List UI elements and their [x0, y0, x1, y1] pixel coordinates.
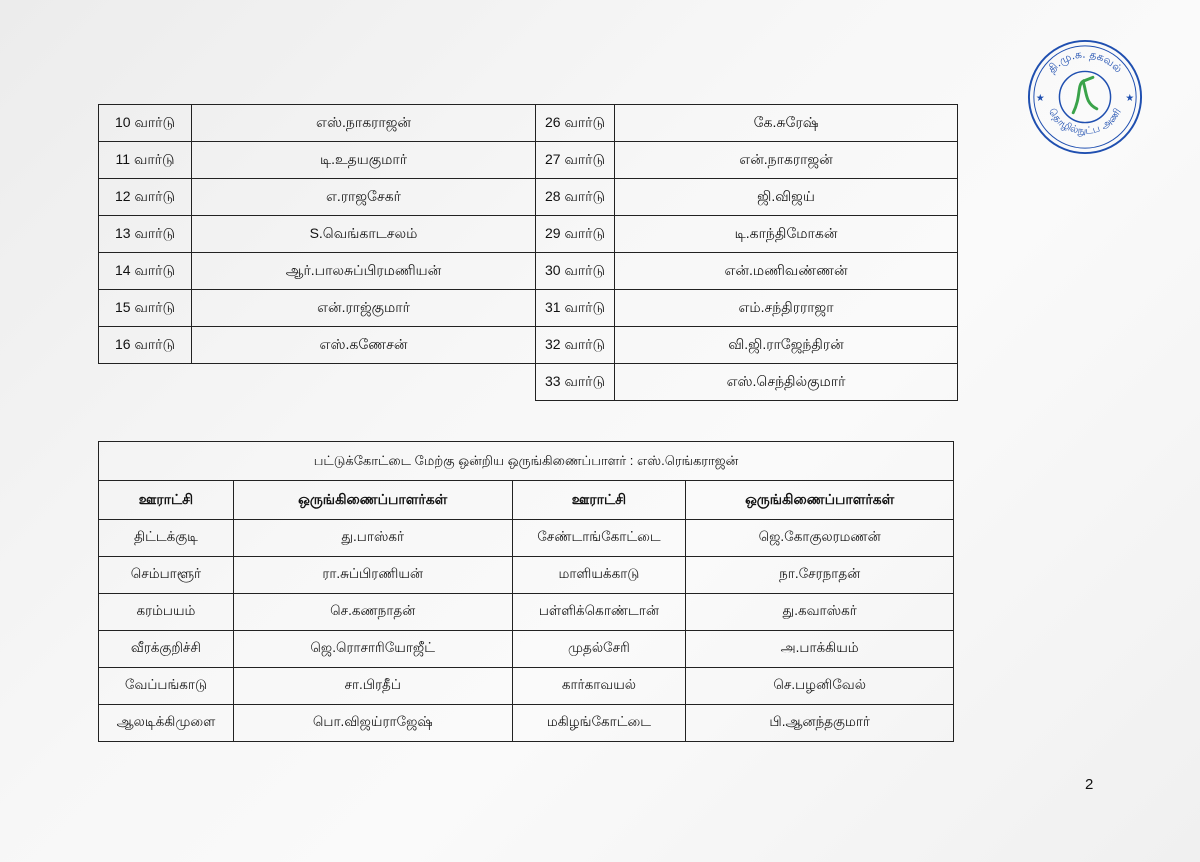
ward-number: 33 வார்டு [536, 364, 615, 401]
ward-member-name: எஸ்.கணேசன் [192, 327, 536, 364]
ward-number: 30 வார்டு [536, 253, 615, 290]
table-row [536, 105, 958, 142]
ward-member-name: கே.சுரேஷ் [615, 105, 958, 142]
ward-member-name: எஸ்.செந்தில்குமார் [615, 364, 958, 401]
ward-number: 29 வார்டு [536, 216, 615, 253]
table-row [99, 179, 536, 216]
header-panchayat-1: ஊராட்சி [99, 481, 234, 520]
ward-number: 31 வார்டு [536, 290, 615, 327]
ward-table-left [98, 104, 536, 364]
ward-number: 26 வார்டு [536, 105, 615, 142]
ward-number: 12 வார்டு [99, 179, 192, 216]
ward-member-name: வி.ஜி.ராஜேந்திரன் [615, 327, 958, 364]
panchayat-name: ஆலடிக்கிமுளை [99, 705, 234, 742]
coordinator-name: சா.பிரதீப் [233, 668, 512, 705]
table-row [536, 216, 958, 253]
ward-number: 10 வார்டு [99, 105, 192, 142]
table-row [536, 179, 958, 216]
table-row [99, 290, 536, 327]
coordinators-caption: பட்டுக்கோட்டை மேற்கு ஒன்றிய ஒருங்கிணைப்பாளர் : எஸ்.ரெங்கராஜன் [99, 442, 954, 481]
svg-text:★: ★ [1035, 92, 1045, 104]
ward-number: 32 வார்டு [536, 327, 615, 364]
table-row [99, 705, 954, 742]
table-row [536, 253, 958, 290]
panchayat-name: கரம்பயம் [99, 594, 234, 631]
table-row [99, 520, 954, 557]
ward-member-name: என்.நாகராஜன் [615, 142, 958, 179]
table-row [536, 290, 958, 327]
svg-text:★: ★ [1125, 92, 1135, 104]
ward-number: 13 வார்டு [99, 216, 192, 253]
table-row [99, 557, 954, 594]
table-row [536, 364, 958, 401]
svg-text:தி.மு.க. தகவல்: தி.மு.க. தகவல் [1045, 47, 1125, 76]
panchayat-name: மாளியக்காடு [512, 557, 686, 594]
svg-text:தொழில்நுட்ப அணி: தொழில்நுட்ப அணி [1045, 106, 1124, 138]
table-row [99, 668, 954, 705]
coordinator-name: செ.பழனிவேல் [686, 668, 954, 705]
panchayat-name: பள்ளிக்கொண்டான் [512, 594, 686, 631]
table-row [99, 253, 536, 290]
coordinator-name: து.பாஸ்கர் [233, 520, 512, 557]
ward-member-name: ஆர்.பாலசுப்பிரமணியன் [192, 253, 536, 290]
coordinator-name: ஜெ.ரொசாரியோஜீட் [233, 631, 512, 668]
table-row [536, 142, 958, 179]
coordinator-name: ஜெ.கோகுலரமணன் [686, 520, 954, 557]
ward-member-name: எ.ராஜசேகர் [192, 179, 536, 216]
ward-table-right [535, 104, 958, 401]
header-coordinators-2: ஒருங்கிணைப்பாளர்கள் [686, 481, 954, 520]
coordinators-table [98, 441, 954, 742]
ward-member-name: டி.உதயகுமார் [192, 142, 536, 179]
panchayat-name: வீரக்குறிச்சி [99, 631, 234, 668]
ward-number: 14 வார்டு [99, 253, 192, 290]
table-row [99, 142, 536, 179]
ward-number: 27 வார்டு [536, 142, 615, 179]
ward-number: 28 வார்டு [536, 179, 615, 216]
ward-member-name: S.வெங்காடசலம் [192, 216, 536, 253]
header-panchayat-2: ஊராட்சி [512, 481, 686, 520]
panchayat-name: சேண்டாங்கோட்டை [512, 520, 686, 557]
ward-member-name: ஜி.விஜய் [615, 179, 958, 216]
panchayat-name: கார்காவயல் [512, 668, 686, 705]
ward-member-name: எம்.சந்திரராஜா [615, 290, 958, 327]
header-coordinators-1: ஒருங்கிணைப்பாளர்கள் [233, 481, 512, 520]
table-row [99, 594, 954, 631]
panchayat-name: வேப்பங்காடு [99, 668, 234, 705]
coordinator-name: பொ.விஜய்ராஜேஷ் [233, 705, 512, 742]
coordinator-name: செ.கணநாதன் [233, 594, 512, 631]
ward-member-name: என்.மணிவண்ணன் [615, 253, 958, 290]
panchayat-name: முதல்சேரி [512, 631, 686, 668]
ward-number: 11 வார்டு [99, 142, 192, 179]
panchayat-name: செம்பாளூர் [99, 557, 234, 594]
ward-number: 16 வார்டு [99, 327, 192, 364]
table-row [99, 631, 954, 668]
table-row [99, 105, 536, 142]
coordinator-name: அ.பாக்கியம் [686, 631, 954, 668]
coordinators-header-row [99, 481, 954, 520]
panchayat-name: திட்டக்குடி [99, 520, 234, 557]
ward-member-name: எஸ்.நாகராஜன் [192, 105, 536, 142]
ward-member-name: டி.காந்திமோகன் [615, 216, 958, 253]
page-number: 2 [1085, 776, 1094, 793]
table-row [99, 216, 536, 253]
coordinator-name: பி.ஆனந்தகுமார் [686, 705, 954, 742]
coordinator-name: நா.சேரநாதன் [686, 557, 954, 594]
ward-member-name: என்.ராஜ்குமார் [192, 290, 536, 327]
panchayat-name: மகிழங்கோட்டை [512, 705, 686, 742]
table-row [99, 327, 536, 364]
coordinator-name: ரா.சுப்பிரணியன் [233, 557, 512, 594]
ward-number: 15 வார்டு [99, 290, 192, 327]
organization-seal [1026, 38, 1144, 156]
coordinators-caption-row [99, 442, 954, 481]
table-row [536, 327, 958, 364]
coordinator-name: து.கவாஸ்கர் [686, 594, 954, 631]
